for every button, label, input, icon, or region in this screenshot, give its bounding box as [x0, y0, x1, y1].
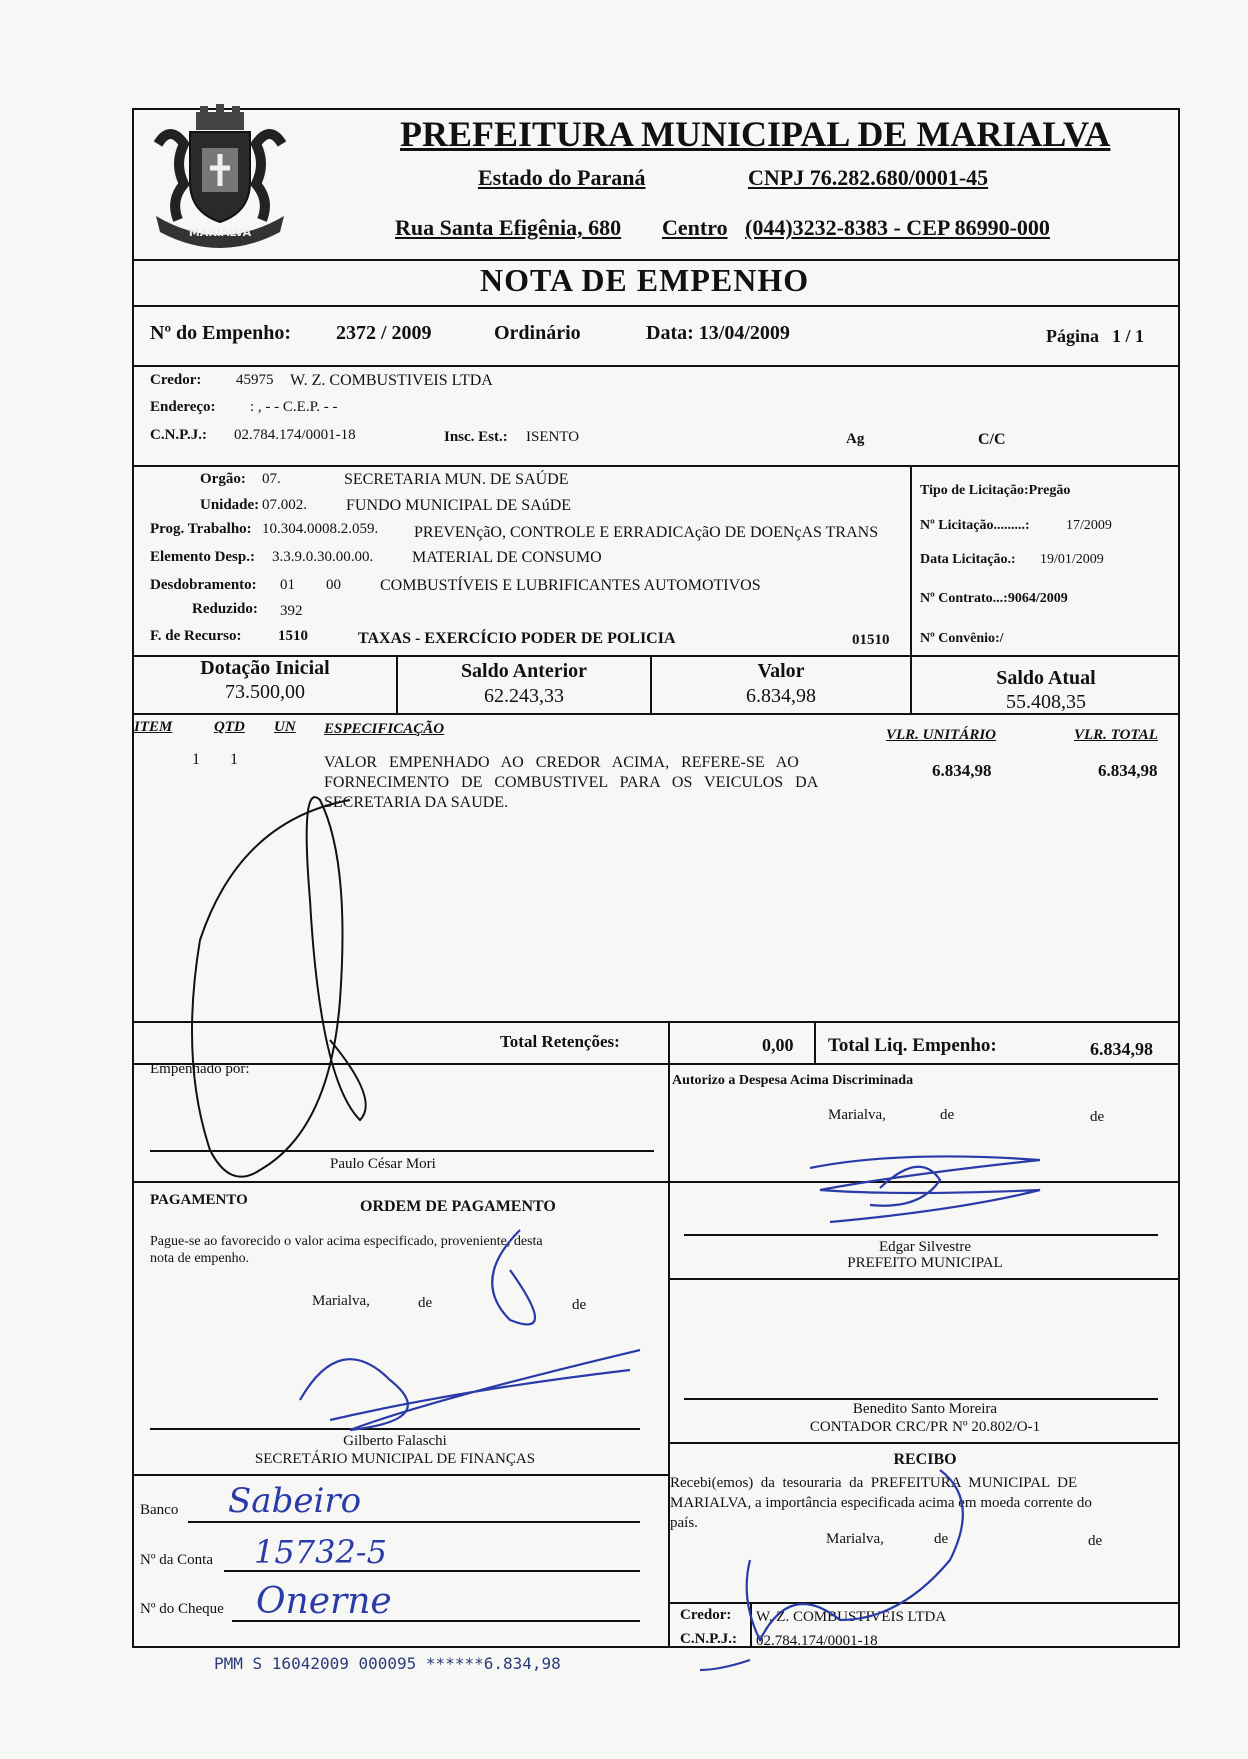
totals-divider-2	[814, 1021, 816, 1065]
desdobramento-name: COMBUSTÍVEIS E LUBRIFICANTES AUTOMOTIVOS	[380, 577, 761, 594]
unidade-name: FUNDO MUNICIPAL DE SAúDE	[346, 497, 572, 514]
pagamento-city: Marialva,	[312, 1293, 370, 1309]
item-desc-line-1: VALOR EMPENHADO AO CREDOR ACIMA, REFERE-SE AO	[324, 754, 799, 771]
credor-sign-line	[668, 1602, 1180, 1604]
reduzido-value: 392	[280, 603, 303, 619]
signature-block-top	[132, 1063, 1180, 1183]
recibo-text-1: Recebi(emos) da tesouraria da PREFEITURA MUNICIPAL DE	[670, 1475, 1078, 1491]
creditor-name: W. Z. COMBUSTIVEIS LTDA	[290, 372, 493, 389]
autorizo-de-1: de	[940, 1107, 955, 1123]
conta-label: Nº da Conta	[140, 1552, 213, 1568]
payment-stamp: PMM S 16042009 000095 ******6.834,98	[214, 1654, 561, 1673]
page-number: 1 / 1	[1112, 326, 1145, 346]
cheque-value: Onerne	[256, 1581, 392, 1622]
account-label: C/C	[978, 431, 1006, 448]
orgao-name: SECRETARIA MUN. DE SAÚDE	[344, 471, 569, 488]
contador-signer: Benedito Santo Moreira	[852, 1401, 998, 1417]
prefeito-bottom-line	[668, 1278, 1180, 1280]
recibo-city: Marialva,	[826, 1531, 884, 1547]
empenhado-signer: Paulo César Mori	[330, 1156, 436, 1172]
unidade-label: Unidade:	[200, 497, 260, 513]
org-district: Centro	[662, 215, 728, 240]
pagamento-de-2: de	[572, 1297, 587, 1313]
banco-value: Sabeiro	[228, 1481, 362, 1521]
licitacao-date-label: Data Licitação.:	[920, 552, 1016, 567]
licitacao-number: 17/2009	[1066, 518, 1112, 533]
prefeito-signer: Edgar Silvestre	[878, 1239, 972, 1255]
creditor-cnpj: 02.784.174/0001-18	[234, 427, 356, 443]
retencoes-label: Total Retenções:	[500, 1032, 620, 1051]
org-street: Rua Santa Efigênia, 680	[395, 215, 622, 240]
banco-label: Banco	[140, 1502, 179, 1518]
address-label: Endereço:	[150, 399, 216, 415]
item-qtd: 1	[230, 751, 238, 768]
prog-label: Prog. Trabalho:	[150, 521, 252, 537]
recurso-code: 1510	[278, 628, 308, 644]
prog-code: 10.304.0008.2.059.	[262, 521, 379, 537]
creditor-code: 45975	[236, 372, 274, 388]
insc-value: ISENTO	[526, 429, 580, 445]
cheque-label: Nº do Cheque	[140, 1601, 224, 1617]
conta-value: 15732-5	[254, 1533, 387, 1571]
desdobramento-label: Desdobramento:	[150, 577, 257, 593]
contador-sign-line	[684, 1398, 1158, 1400]
pagamento-text-1: Pague-se ao favorecido o valor acima especificado, proveniente, desta	[150, 1234, 543, 1249]
empenho-date: Data: 13/04/2009	[646, 322, 790, 344]
orgao-label: Orgão:	[200, 471, 246, 487]
recibo-text-2: MARIALVA, a importância especificada acima em moeda corrente do	[670, 1495, 1092, 1511]
org-title: PREFEITURA MUNICIPAL DE MARIALVA	[400, 114, 1111, 154]
reduzido-label: Reduzido:	[192, 601, 258, 617]
recibo-credor-label: Credor:	[680, 1607, 732, 1623]
secretario-signer: Gilberto Falaschi	[343, 1433, 447, 1449]
svg-text:MARIALVA: MARIALVA	[188, 226, 252, 239]
credor-sign-divider	[750, 1602, 752, 1648]
total-liquido-value: 6.834,98	[1090, 1039, 1153, 1059]
autorizo-de-2: de	[1090, 1109, 1105, 1125]
dotacao-value: 73.500,00	[225, 681, 305, 703]
total-liquido-label: Total Liq. Empenho:	[828, 1035, 997, 1056]
org-cnpj: CNPJ 76.282.680/0001-45	[748, 165, 989, 190]
ordem-pagamento-label: ORDEM DE PAGAMENTO	[360, 1198, 556, 1215]
desdobramento-a: 01	[280, 577, 295, 593]
item-total-value: 6.834,98	[1098, 761, 1158, 780]
empenhado-label: Empenhado por:	[150, 1061, 250, 1077]
licitacao-type: Tipo de Licitação:Pregão	[920, 483, 1071, 498]
saldo-anterior-label: Saldo Anterior	[460, 660, 588, 682]
col-unit-value: VLR. UNITÁRIO	[886, 727, 997, 743]
retencoes-value: 0,00	[762, 1035, 794, 1055]
classification-divider	[910, 465, 912, 657]
pagamento-de-1: de	[418, 1295, 433, 1311]
recurso-name: TAXAS - EXERCÍCIO PODER DE POLICIA	[358, 630, 676, 647]
empenho-type: Ordinário	[494, 322, 581, 344]
recibo-cnpj: 02.784.174/0001-18	[756, 1633, 878, 1649]
recibo-top-line	[668, 1442, 1180, 1444]
prefeito-role: PREFEITO MUNICIPAL	[847, 1255, 1003, 1271]
elemento-code: 3.3.9.0.30.00.00.	[272, 549, 374, 565]
empenho-number: 2372 / 2009	[336, 322, 432, 344]
unidade-code: 07.002.	[262, 497, 307, 513]
address-value: : , - - C.E.P. - -	[250, 399, 338, 415]
recibo-text-3: país.	[670, 1515, 698, 1531]
col-un: UN	[274, 719, 296, 735]
desdobramento-b: 00	[326, 577, 341, 593]
contador-role: CONTADOR CRC/PR Nº 20.802/O-1	[809, 1419, 1041, 1435]
empenho-number-label: Nº do Empenho:	[150, 322, 292, 344]
item-desc-line-2: FORNECIMENTO DE COMBUSTIVEL PARA OS VEICULOS DA	[324, 774, 819, 791]
item-unit-value: 6.834,98	[932, 761, 992, 780]
item-desc-line-3: SECRETARIA DA SAUDE.	[324, 794, 509, 811]
insc-label: Insc. Est.:	[444, 429, 508, 445]
creditor-cnpj-label: C.N.P.J.:	[150, 427, 207, 443]
contract-number: Nº Contrato...:9064/2009	[920, 591, 1068, 606]
elemento-name: MATERIAL DE CONSUMO	[412, 549, 602, 566]
bank-section-line	[132, 1474, 668, 1476]
valor-value: 6.834,98	[746, 685, 816, 707]
pagamento-text-2: nota de empenho.	[150, 1251, 250, 1266]
elemento-label: Elemento Desp.:	[150, 549, 255, 565]
autorizo-city: Marialva,	[828, 1107, 886, 1123]
saldo-atual-value: 55.408,35	[1006, 691, 1086, 713]
creditor-label: Credor:	[150, 372, 202, 388]
empenhado-sign-line	[150, 1150, 654, 1152]
recibo-de-1: de	[934, 1531, 949, 1547]
state-name: Estado do Paraná	[478, 165, 646, 190]
banco-line	[188, 1521, 640, 1523]
org-phone-cep: (044)3232-8383 - CEP 86990-000	[745, 215, 1050, 240]
licitacao-date: 19/01/2009	[1040, 552, 1104, 567]
autorizo-label: Autorizo a Despesa Acima Discriminada	[672, 1073, 914, 1088]
licitacao-number-label: Nº Licitação.........:	[920, 518, 1030, 533]
item-number: 1	[192, 751, 200, 768]
pagamento-label: PAGAMENTO	[150, 1192, 248, 1208]
secretario-sign-line	[150, 1428, 640, 1430]
recurso-label: F. de Recurso:	[150, 628, 242, 644]
recurso-code-2: 01510	[852, 632, 890, 648]
totals-divider-1	[668, 1021, 670, 1065]
recibo-cnpj-label: C.N.P.J.:	[680, 1631, 737, 1647]
municipal-seal	[150, 104, 290, 254]
secretario-role: SECRETÁRIO MUNICIPAL DE FINANÇAS	[254, 1451, 536, 1467]
dotacao-label: Dotação Inicial	[200, 657, 330, 679]
convenio-number: Nº Convênio:/	[920, 631, 1004, 646]
saldo-atual-label: Saldo Atual	[996, 667, 1096, 689]
saldo-anterior-value: 62.243,33	[484, 685, 564, 707]
document-title: NOTA DE EMPENHO	[480, 262, 810, 298]
orgao-code: 07.	[262, 471, 281, 487]
recibo-label: RECIBO	[893, 1451, 957, 1468]
agency-label: Ag	[846, 431, 865, 447]
page-label: Página	[1046, 326, 1100, 346]
recibo-credor: W. Z. COMBUSTIVEIS LTDA	[756, 1609, 947, 1625]
col-qtd: QTD	[214, 719, 245, 735]
totals-box	[132, 1021, 1180, 1065]
valor-label: Valor	[757, 660, 805, 682]
col-total-value: VLR. TOTAL	[1074, 727, 1158, 743]
prog-name: PREVENçãO, CONTROLE E ERRADICAçãO DE DOENçAS TRANS	[414, 524, 879, 541]
col-espec: ESPECIFICAÇÃO	[324, 721, 445, 737]
recibo-de-2: de	[1088, 1533, 1103, 1549]
col-item: ITEM	[134, 719, 173, 735]
